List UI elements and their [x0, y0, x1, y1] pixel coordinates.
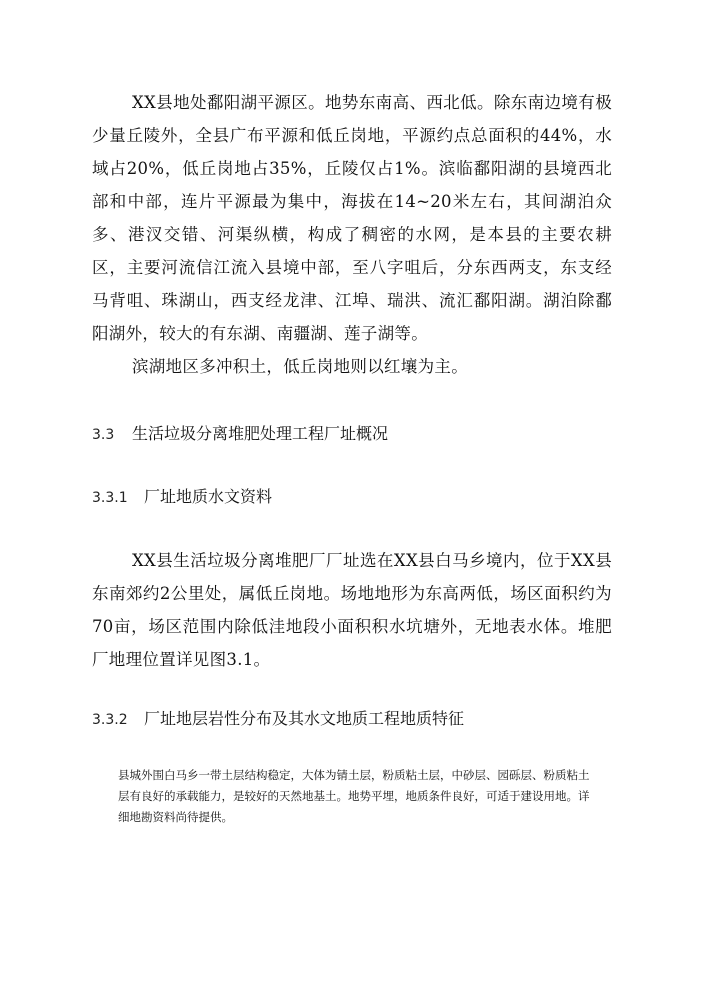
- terrain-paragraph: XX县地处鄱阳湖平源区。地势东南高、西北低。除东南边境有极少量丘陵外，全县广布平源和低丘岗地，平源约点总面积的44%，水域占20%，低丘岗地占35%，丘陵仅占1%。滨临鄱阳湖的县境西北部和中部，连片平源最为集中，海拔在14~20米左右，其间湖泊众多、港汊交错、河渠纵横，构成了稠密的水网，是本县的主要农耕区，主要河流信江流入县境中部，至八字咀后，分东西两支，东支经马背咀、珠湖山，西支经龙津、江埠、瑞洪、流汇鄱阳湖。湖泊除鄱阳湖外，较大的有东湖、南疆湖、莲子湖等。: [92, 93, 612, 343]
- section-title: 生活垃圾分离堆肥处理工程厂址概况: [132, 424, 389, 443]
- section-title: 厂址地质水文资料: [144, 487, 273, 506]
- section-number: 3.3: [92, 427, 115, 443]
- section-number: 3.3.1: [92, 490, 128, 506]
- section-heading-3-3: [92, 423, 388, 446]
- section-heading-3-3-2: [92, 708, 464, 731]
- section-heading-3-3-1: [92, 486, 272, 509]
- soil-paragraph: 滨湖地区多冲积土，低丘岗地则以红壤为主。: [132, 357, 468, 376]
- section-title: 厂址地层岩性分布及其水文地质工程地质特征: [144, 709, 465, 728]
- section-number: 3.3.2: [92, 712, 128, 728]
- strata-paragraph: 县城外围白马乡一带土层结构稳定，大体为锖土层，粉质粘土层，中砂层、园砾层、粉质粘土层有良好的承载能力，是较好的天然地基土。地势平埋，地质条件良好，可适于建设用地。详细地勘资料尚待提供。: [118, 768, 590, 824]
- site-geology-paragraph: XX县生活垃圾分离堆肥厂厂址选在XX县白马乡境内，位于XX县东南郊约2公里处，属低丘岗地。场地地形为东高两低，场区面积约为70亩，场区范围内除低洼地段小面积积水坑塘外，无地表水体。堆肥厂地理位置详见图3.1。: [92, 551, 612, 669]
